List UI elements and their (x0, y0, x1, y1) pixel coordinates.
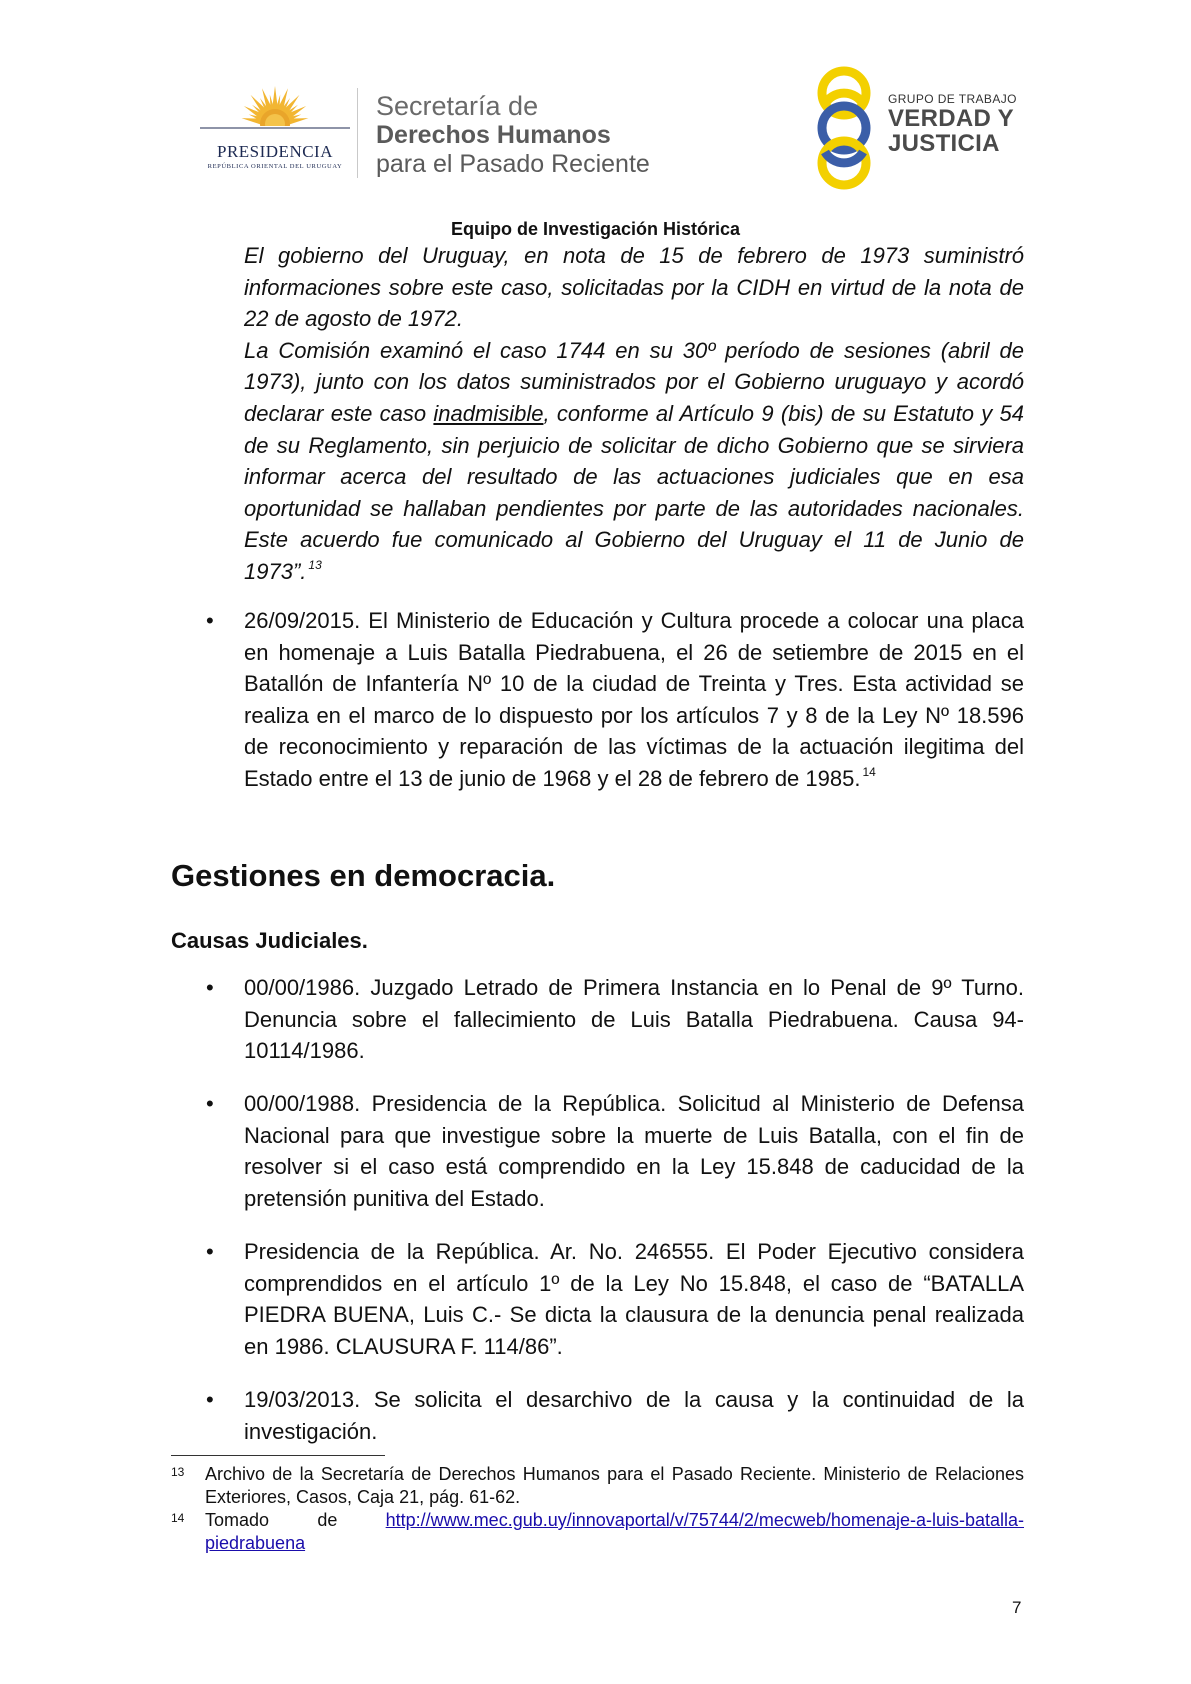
footnote-number: 14 (171, 1511, 185, 1525)
grupo-line-3: JUSTICIA (888, 130, 1000, 157)
footnote-ref-13[interactable]: 13 (308, 557, 322, 572)
list-item (206, 1088, 1024, 1214)
footnote-ref-14[interactable]: 14 (862, 764, 876, 779)
list-item-text: Presidencia de la República. Ar. No. 246555. El Poder Ejecutivo considera comprendidos en el artículo 1º de la Ley No 15.848, el caso de “BATALLA PIEDRA BUENA, Luis C.- Se dicta la clausura de la denuncia penal realizada en 1986. CLAUSURA F. 114/86”. (244, 1239, 1024, 1359)
inadmisible-underlined: inadmisible (433, 400, 544, 426)
subsection-title: Causas Judiciales. (171, 928, 368, 953)
footnote-14 (171, 1509, 1024, 1555)
list-item-text: 00/00/1988. Presidencia de la República. Solicitud al Ministerio de Defensa Nacional para que investigue sobre la muerte de Luis Batalla, con el fin de resolver si el caso está comprendido en la Ley 15.848 de caducidad de la pretensión punitiva del Estado. (244, 1091, 1024, 1211)
list-item-homenaje (206, 605, 1024, 795)
list-item-text: 26/09/2015. El Ministerio de Educación y Cultura procede a colocar una placa en homenaje a Luis Batalla Piedrabuena, el 26 de setiembre de 2015 en el Batallón de Infantería Nº 10 de la ciudad de Treinta y Tres. Esta actividad se realiza en el marco de lo dispuesto por los artículos 7 y 8 de la Ley Nº 18.596 de reconocimiento y reparación de las víctimas de la actuación ilegitima del Estado entre el 13 de junio de 1968 y el 28 de febrero de 1985. (244, 608, 1024, 791)
quote-text-a: La Comisión examinó el caso 1744 en su 30º período de sesiones (abril de 1973), junto con los datos suministrados por el Gobierno uruguayo y acordó declarar este caso (244, 337, 1024, 426)
grupo-trabajo-logo-text (888, 92, 1017, 156)
footnote-13 (171, 1463, 1024, 1509)
secretaria-line-1: Secretaría de (376, 91, 539, 121)
presidencia-wordmark: PRESIDENCIA (216, 142, 333, 161)
list-item (206, 1384, 1024, 1447)
secretaria-logo (376, 92, 650, 179)
quote-paragraph-1: El gobierno del Uruguay, en nota de 15 de febrero de 1973 suministró informaciones sobre este caso, solicitadas por la CIDH en virtud de la nota de 22 de agosto de 1972. (244, 243, 1024, 332)
mec-homenaje-link[interactable]: http://www.mec.gub.uy/innovaportal/v/75744/2/mecweb/homenaje-a-luis-batalla-piedrabuena (205, 1510, 1024, 1553)
footnote-number: 13 (171, 1465, 185, 1479)
quote-text-b: , conforme al Artículo 9 (bis) de su Estatuto y 54 de su Reglamento, sin perjuicio de solicitar de dicho Gobierno que se sirviera informar acerca del resultado de las actuaciones judiciales que en esa oportunidad se hallaban pendientes por parte de las autoridades nacionales. Este acuerdo fue comunicado al Gobierno del Uruguay el 11 de Junio de 1973”. (244, 400, 1024, 584)
secretaria-line-3: para el Pasado Reciente (376, 150, 650, 178)
verdad-justicia-rings-icon (812, 66, 876, 190)
bullet-icon: • (206, 1091, 214, 1116)
secretaria-line-2: Derechos Humanos (376, 121, 611, 149)
team-title: Equipo de Investigación Histórica (450, 219, 741, 239)
bullet-icon: • (206, 1239, 214, 1264)
presidencia-logo (196, 82, 354, 178)
list-item-text: 00/00/1986. Juzgado Letrado de Primera Instancia en lo Penal de 9º Turno. Denuncia sobre el fallecimiento de Luis Batalla Piedrabuena. Causa 94-10114/1986. (244, 975, 1024, 1064)
header-divider (357, 88, 358, 178)
footnote-text: Archivo de la Secretaría de Derechos Humanos para el Pasado Reciente. Ministerio de Relaciones Exteriores, Casos, Caja 21, pág. 61-62. (205, 1464, 1024, 1507)
bullet-icon: • (206, 975, 214, 1000)
cidh-quote (244, 240, 1024, 588)
grupo-line-1: GRUPO DE TRABAJO (888, 92, 1017, 106)
page-number: 7 (1012, 1598, 1022, 1617)
list-item (206, 1236, 1024, 1362)
presidencia-subtitle: REPÚBLICA ORIENTAL DEL URUGUAY (207, 163, 343, 170)
sun-icon (196, 82, 354, 144)
list-item (206, 972, 1024, 1067)
footnote-separator (171, 1455, 385, 1456)
grupo-line-2: VERDAD Y (888, 105, 1014, 132)
footnote-prefix: Tomado de (205, 1510, 386, 1530)
section-title: Gestiones en democracia. (171, 858, 556, 893)
bullet-icon: • (206, 608, 214, 633)
page-header (0, 0, 1191, 215)
bullet-icon: • (206, 1387, 214, 1412)
quote-paragraph-2 (244, 335, 1024, 588)
list-item-text: 19/03/2013. Se solicita el desarchivo de la causa y la continuidad de la investigación. (244, 1387, 1024, 1444)
